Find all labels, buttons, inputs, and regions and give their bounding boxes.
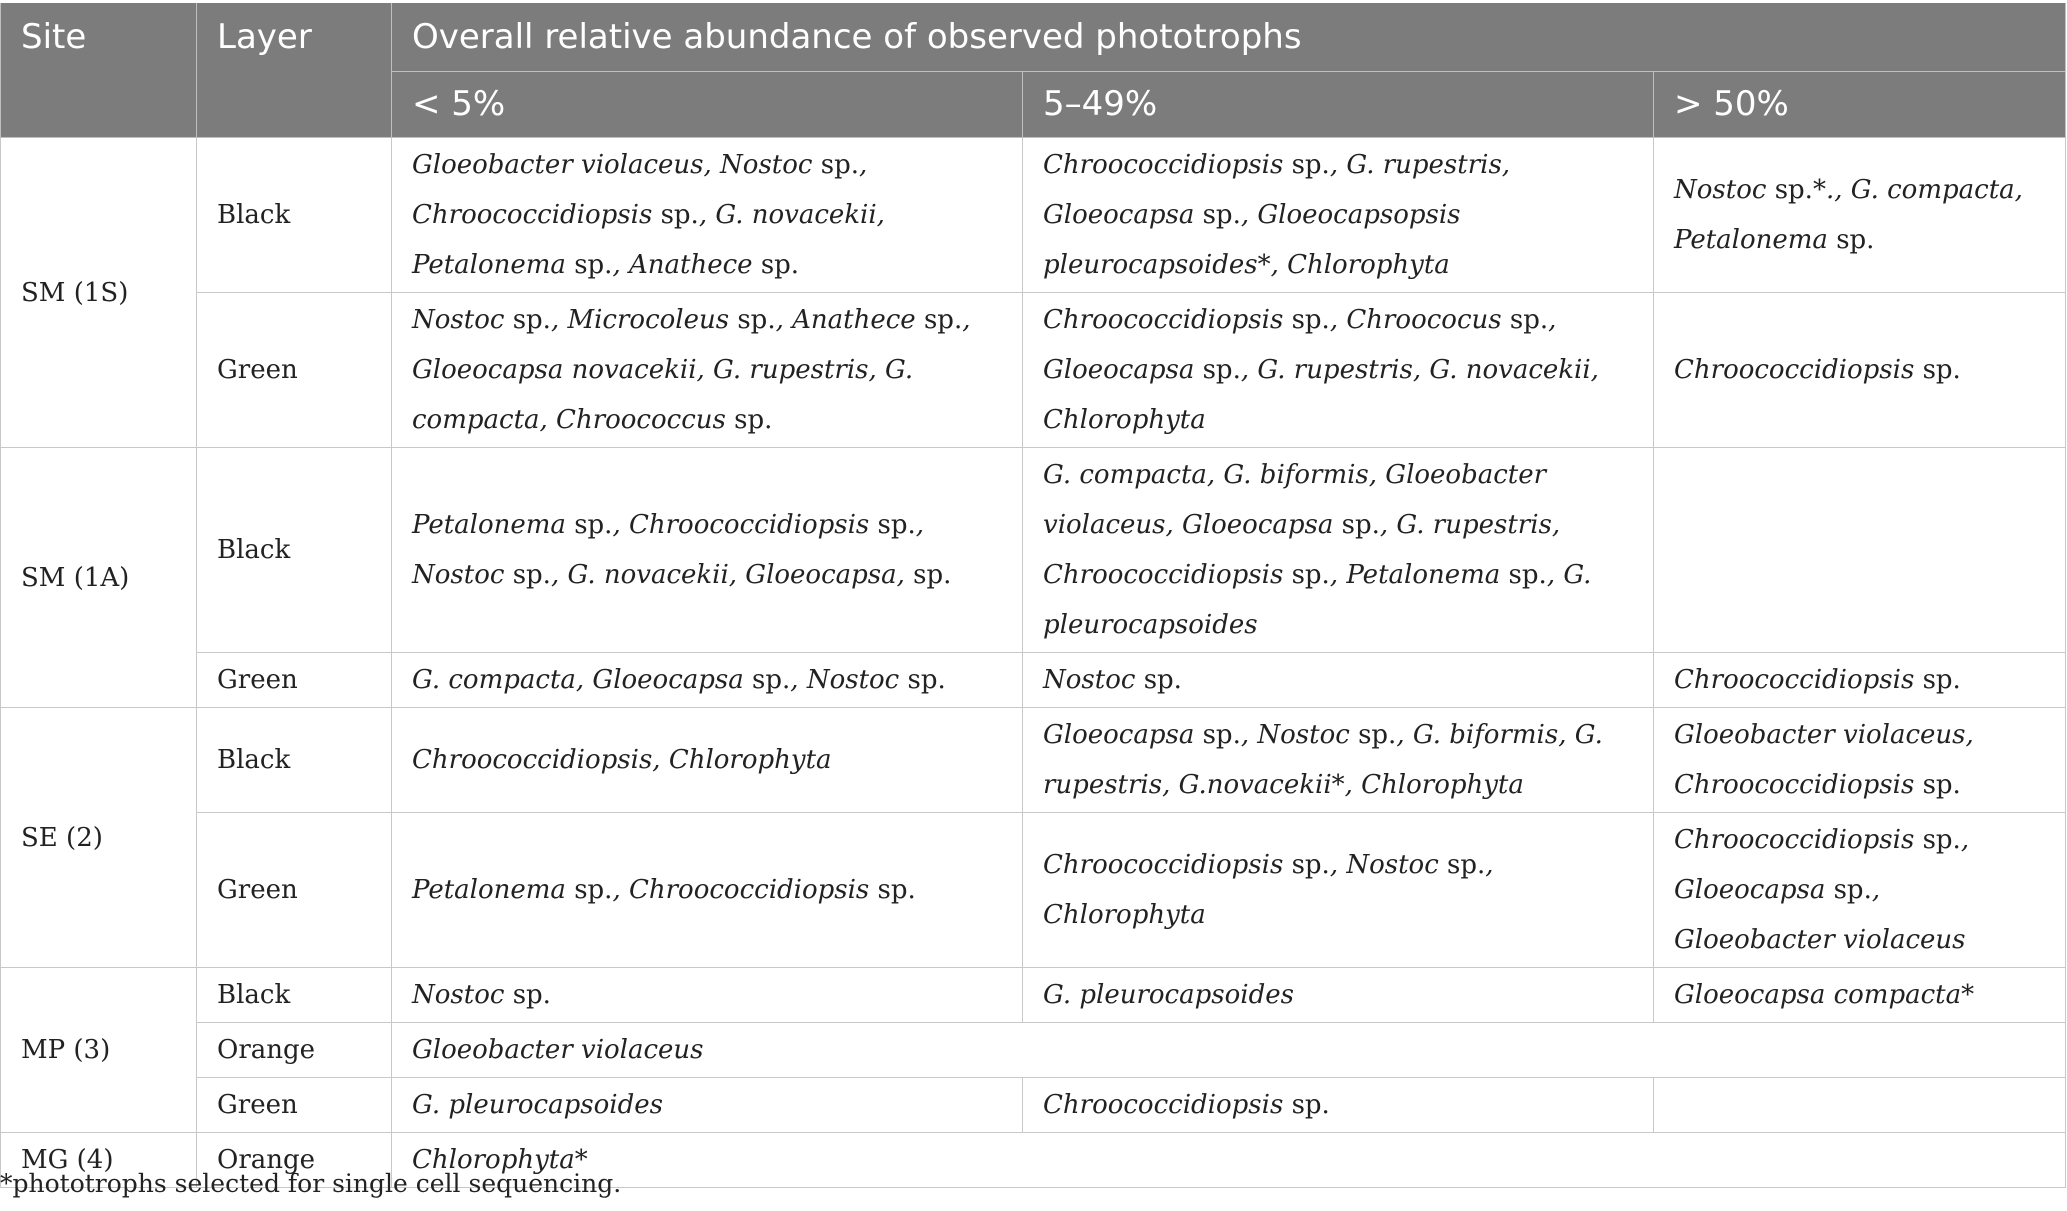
lt5-cell: Gloeobacter violaceus (392, 1023, 2066, 1078)
layer-cell: Green (197, 813, 392, 968)
mid-cell: Nostoc sp. (1023, 653, 1654, 708)
layer-cell: Green (197, 653, 392, 708)
site-cell: MG (4) (1, 1133, 197, 1188)
mid-cell: G. compacta, G. biformis, Gloeobacter violaceus, Gloeocapsa sp., G. rupestris, Chroococcidiopsis sp., Petalonema sp., G. pleurocapsoides (1023, 448, 1654, 653)
phototroph-abundance-table (0, 3, 2066, 1188)
mid-cell: Chroococcidiopsis sp., G. rupestris, Gloeocapsa sp., Gloeocapsopsis pleurocapsoides*, Chlorophyta (1023, 138, 1654, 293)
lt5-cell: Gloeobacter violaceus, Nostoc sp., Chroococcidiopsis sp., G. novacekii, Petalonema sp., Anathece sp. (392, 138, 1023, 293)
lt5-cell: Chroococcidiopsis, Chlorophyta (392, 708, 1023, 813)
mid-cell: Chroococcidiopsis sp. (1023, 1078, 1654, 1133)
site-cell: SM (1S) (1, 138, 197, 448)
table-row (1, 138, 2066, 293)
header-abundance: Overall relative abundance of observed phototrophs (392, 3, 2066, 72)
table-row (1, 448, 2066, 653)
gt50-cell (1654, 448, 2066, 653)
table-row (1, 1078, 2066, 1133)
site-cell: SE (2) (1, 708, 197, 968)
layer-cell: Black (197, 968, 392, 1023)
gt50-cell: Chroococcidiopsis sp. (1654, 293, 2066, 448)
table-row (1, 708, 2066, 813)
layer-cell: Green (197, 1078, 392, 1133)
header-lt5: < 5% (392, 72, 1023, 138)
header-row-1 (1, 3, 2066, 72)
gt50-cell: Nostoc sp.*., G. compacta, Petalonema sp. (1654, 138, 2066, 293)
table-row (1, 293, 2066, 448)
layer-cell: Orange (197, 1133, 392, 1188)
gt50-cell: Chroococcidiopsis sp., Gloeocapsa sp., Gloeobacter violaceus (1654, 813, 2066, 968)
table-body (1, 138, 2066, 1188)
layer-cell: Black (197, 708, 392, 813)
lt5-cell: Petalonema sp., Chroococcidiopsis sp. (392, 813, 1023, 968)
lt5-cell: G. compacta, Gloeocapsa sp., Nostoc sp. (392, 653, 1023, 708)
site-cell: SM (1A) (1, 448, 197, 708)
table-row (1, 813, 2066, 968)
table-footnote: *phototrophs selected for single cell sequencing. (0, 1169, 622, 1198)
lt5-cell: G. pleurocapsoides (392, 1078, 1023, 1133)
header-gt50: > 50% (1654, 72, 2066, 138)
table-row (1, 968, 2066, 1023)
header-site: Site (1, 3, 197, 138)
lt5-cell: Nostoc sp., Microcoleus sp., Anathece sp., Gloeocapsa novacekii, G. rupestris, G. compacta, Chroococcus sp. (392, 293, 1023, 448)
header-layer: Layer (197, 3, 392, 138)
layer-cell: Orange (197, 1023, 392, 1078)
mid-cell: G. pleurocapsoides (1023, 968, 1654, 1023)
mid-cell: Chroococcidiopsis sp., Chroococus sp., Gloeocapsa sp., G. rupestris, G. novacekii, Chlorophyta (1023, 293, 1654, 448)
lt5-cell: Nostoc sp. (392, 968, 1023, 1023)
lt5-cell: Petalonema sp., Chroococcidiopsis sp., Nostoc sp., G. novacekii, Gloeocapsa, sp. (392, 448, 1023, 653)
layer-cell: Green (197, 293, 392, 448)
gt50-cell (1654, 1078, 2066, 1133)
table-row (1, 1023, 2066, 1078)
mid-cell: Gloeocapsa sp., Nostoc sp., G. biformis, G. rupestris, G.novacekii*, Chlorophyta (1023, 708, 1654, 813)
layer-cell: Black (197, 138, 392, 293)
gt50-cell: Chroococcidiopsis sp. (1654, 653, 2066, 708)
header-mid: 5–49% (1023, 72, 1654, 138)
gt50-cell: Gloeocapsa compacta* (1654, 968, 2066, 1023)
site-cell: MP (3) (1, 968, 197, 1133)
layer-cell: Black (197, 448, 392, 653)
gt50-cell: Gloeobacter violaceus, Chroococcidiopsis sp. (1654, 708, 2066, 813)
mid-cell: Chroococcidiopsis sp., Nostoc sp., Chlorophyta (1023, 813, 1654, 968)
lt5-cell: Chlorophyta* (392, 1133, 2066, 1188)
table-row (1, 653, 2066, 708)
table-header (1, 3, 2066, 138)
